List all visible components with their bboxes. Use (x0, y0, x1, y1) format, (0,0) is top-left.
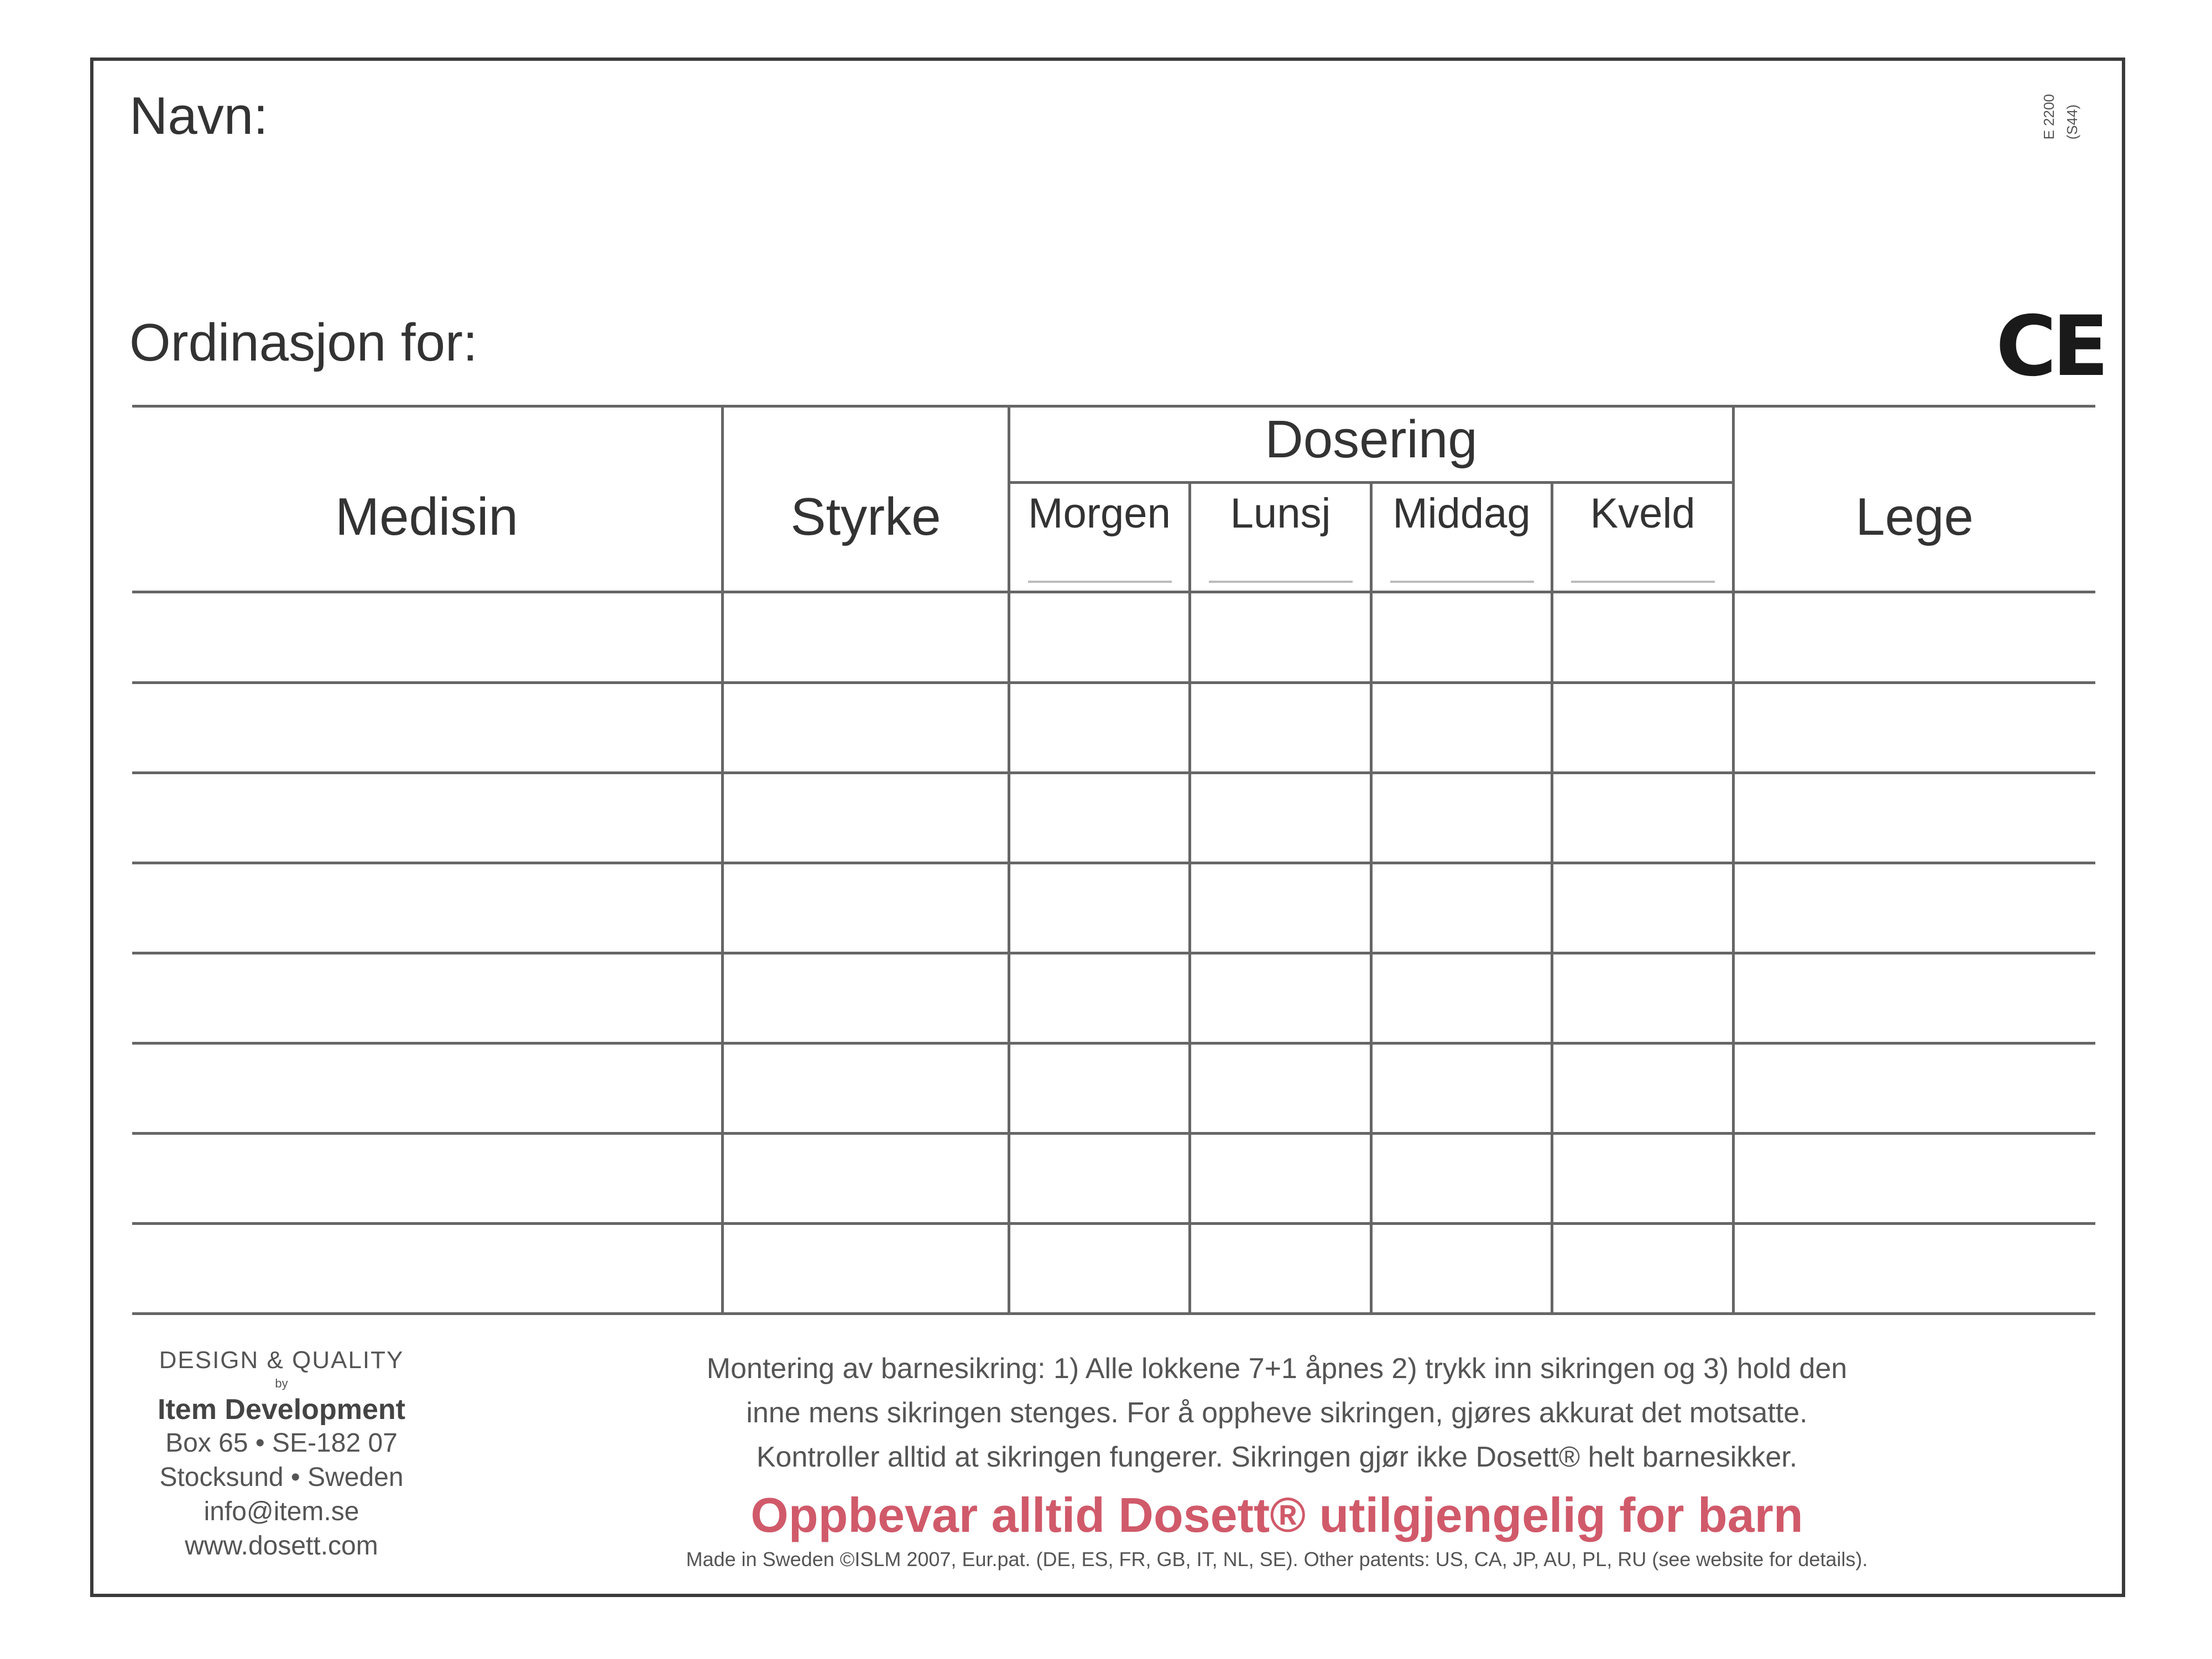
side-code-line-1: E 2200 (2041, 94, 2057, 140)
name-label: Navn: (129, 86, 268, 145)
table-cell-doctor[interactable] (1735, 1044, 2095, 1131)
made-in-notice: Made in Sweden ©ISLM 2007, Eur.pat. (DE, ES, FR, GB, IT, NL, SE). Other patents: US, CA, JP, AU, PL, RU (see website for details). (686, 1548, 1868, 1571)
table-cell-evening[interactable] (1553, 1044, 1732, 1131)
table-cell-morning[interactable] (1010, 864, 1188, 951)
table-cell-lunch[interactable] (1191, 774, 1370, 860)
prescription-label: Ordinasjon for: (129, 313, 478, 372)
table-cell-lunch[interactable] (1191, 1224, 1370, 1311)
table-cell-dinner[interactable] (1373, 954, 1551, 1041)
column-header-doctor: Lege (1855, 487, 1974, 546)
by-label: by (275, 1376, 288, 1390)
table-cell-strength[interactable] (724, 1224, 1008, 1311)
table-cell-doctor[interactable] (1735, 864, 2095, 951)
dosage-header-underline (1209, 581, 1353, 583)
table-bottom-border (132, 1312, 2095, 1315)
table-cell-evening[interactable] (1553, 1134, 1732, 1221)
address-line-2: Stocksund • Sweden (159, 1463, 404, 1492)
email: info@item.se (204, 1497, 359, 1526)
dosage-header-lunch: Lunsj (1230, 490, 1331, 537)
table-cell-dinner[interactable] (1373, 864, 1551, 951)
table-cell-strength[interactable] (724, 1134, 1008, 1221)
design-tag: DESIGN & QUALITY (159, 1347, 404, 1374)
table-cell-dinner[interactable] (1373, 1224, 1551, 1311)
dosage-header-underline (1390, 581, 1534, 583)
dosage-header-morning: Morgen (1028, 490, 1171, 537)
instructions-block (481, 1347, 2073, 1573)
dosage-header-underline (1571, 581, 1715, 583)
table-cell-morning[interactable] (1010, 1134, 1188, 1221)
table-cell-evening[interactable] (1553, 1224, 1732, 1311)
table-cell-strength[interactable] (724, 864, 1008, 951)
company-name: Item Development (158, 1394, 405, 1426)
table-cell-medicine[interactable] (135, 1044, 721, 1131)
table-cell-lunch[interactable] (1191, 684, 1370, 770)
website: www.dosett.com (185, 1531, 378, 1561)
manufacturer-block (116, 1347, 447, 1563)
table-cell-dinner[interactable] (1373, 1134, 1551, 1221)
side-code-line-2: (S44) (2063, 104, 2080, 140)
table-cell-strength[interactable] (724, 774, 1008, 860)
table-cell-morning[interactable] (1010, 1224, 1188, 1311)
instructions-line-2: inne mens sikringen stenges. For å oppheve sikringen, gjøres akkurat det motsatte. (746, 1397, 1808, 1429)
column-header-dosage: Dosering (1265, 410, 1478, 469)
table-cell-lunch[interactable] (1191, 864, 1370, 951)
table-cell-evening[interactable] (1553, 593, 1732, 680)
ce-mark: CE (1996, 299, 2105, 395)
table-cell-medicine[interactable] (135, 684, 721, 770)
table-cell-medicine[interactable] (135, 864, 721, 951)
table-cell-evening[interactable] (1553, 684, 1732, 770)
table-cell-medicine[interactable] (135, 954, 721, 1041)
table-top-border (132, 405, 2095, 408)
table-cell-morning[interactable] (1010, 954, 1188, 1041)
table-cell-medicine[interactable] (135, 593, 721, 680)
table-cell-evening[interactable] (1553, 774, 1732, 860)
table-cell-dinner[interactable] (1373, 593, 1551, 680)
table-cell-doctor[interactable] (1735, 1224, 2095, 1311)
table-cell-morning[interactable] (1010, 684, 1188, 770)
table-cell-medicine[interactable] (135, 1134, 721, 1221)
address-line-1: Box 65 • SE-182 07 (165, 1428, 398, 1458)
dosage-header-underline (1028, 581, 1172, 583)
table-cell-lunch[interactable] (1191, 954, 1370, 1041)
table-cell-doctor[interactable] (1735, 1134, 2095, 1221)
table-cell-doctor[interactable] (1735, 954, 2095, 1041)
table-cell-strength[interactable] (724, 684, 1008, 770)
table-cell-morning[interactable] (1010, 593, 1188, 680)
table-cell-lunch[interactable] (1191, 1134, 1370, 1221)
medication-card (90, 58, 2125, 1597)
table-cell-dinner[interactable] (1373, 684, 1551, 770)
table-cell-medicine[interactable] (135, 1224, 721, 1311)
table-cell-medicine[interactable] (135, 774, 721, 860)
table-cell-strength[interactable] (724, 593, 1008, 680)
table-cell-doctor[interactable] (1735, 593, 2095, 680)
table-cell-dinner[interactable] (1373, 774, 1551, 860)
column-header-strength: Styrke (790, 487, 941, 546)
table-cell-doctor[interactable] (1735, 774, 2095, 860)
table-cell-strength[interactable] (724, 954, 1008, 1041)
instructions-line-1: Montering av barnesikring: 1) Alle lokkene 7+1 åpnes 2) trykk inn sikringen og 3) hold den (706, 1353, 1848, 1385)
column-header-medicine: Medisin (335, 487, 518, 546)
table-cell-evening[interactable] (1553, 954, 1732, 1041)
table-cell-lunch[interactable] (1191, 1044, 1370, 1131)
table-cell-lunch[interactable] (1191, 593, 1370, 680)
dosage-header-evening: Kveld (1590, 490, 1695, 537)
table-cell-morning[interactable] (1010, 1044, 1188, 1131)
table-cell-doctor[interactable] (1735, 684, 2095, 770)
child-safety-warning: Oppbevar alltid Dosett® utilgjengelig for barn (750, 1488, 1803, 1542)
table-cell-dinner[interactable] (1373, 1044, 1551, 1131)
table-cell-morning[interactable] (1010, 774, 1188, 860)
dosage-header-dinner: Middag (1392, 490, 1531, 537)
table-cell-strength[interactable] (724, 1044, 1008, 1131)
table-cell-evening[interactable] (1553, 864, 1732, 951)
instructions-line-3: Kontroller alltid at sikringen fungerer. Sikringen gjør ikke Dosett® helt barnesikker. (756, 1441, 1798, 1473)
